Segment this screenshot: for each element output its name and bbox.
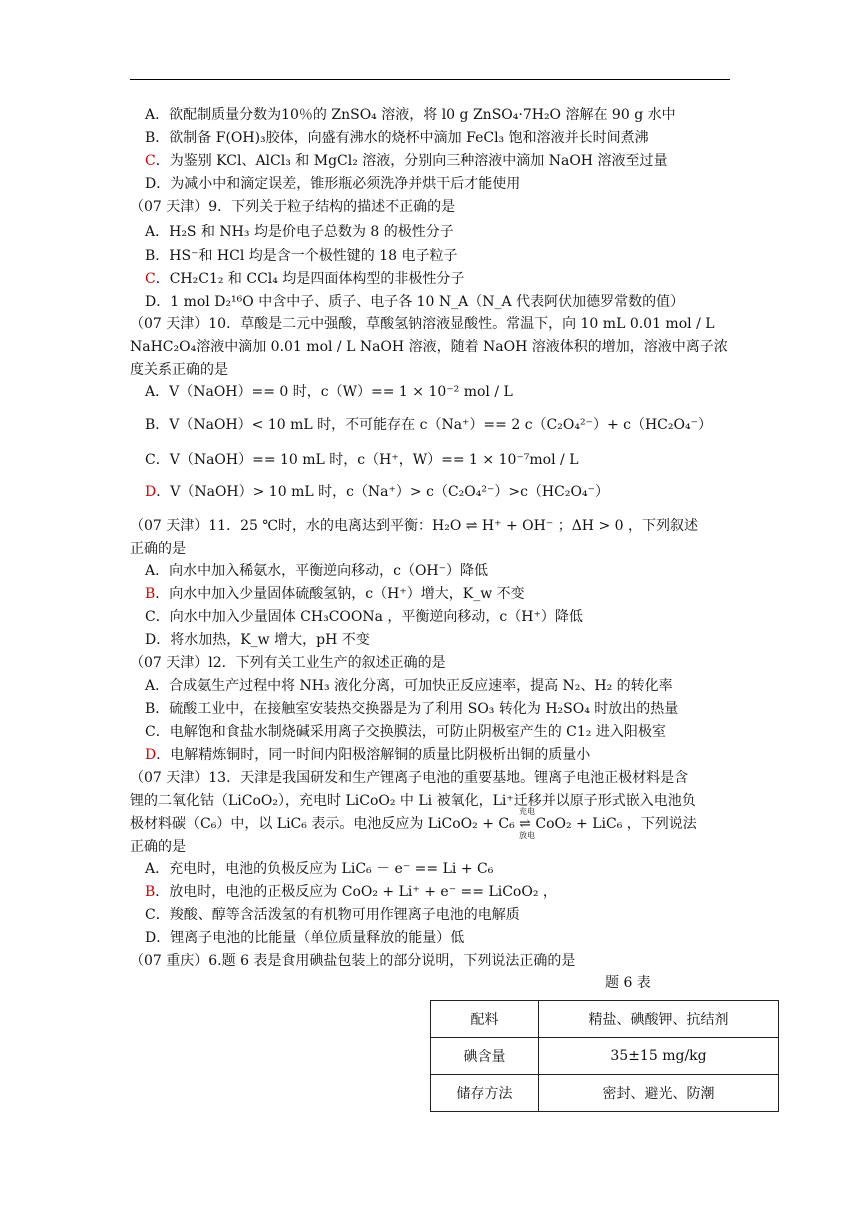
answer-letter: B — [145, 884, 156, 900]
question-13-line2: 锂的二氧化钴（LiCoO₂），充电时 LiCoO₂ 中 Li 被氧化，Li⁺迁移并以原子形式嵌入电池负 — [130, 793, 696, 809]
option-12D: D．电解精炼铜时，同一时间内阳极溶解铜的质量比阴极析出铜的质量小 — [145, 747, 591, 763]
option-12B: B．硫酸工业中，在接触室安装热交换器是为了利用 SO₃ 转化为 H₂SO₄ 时放出的热量 — [145, 701, 679, 717]
table-cell: 储存方法 — [431, 1075, 539, 1112]
table-row — [431, 1075, 779, 1112]
answer-letter: D — [145, 484, 157, 500]
question-13-line1: （07 天津）13．天津是我国研发和生产锂离子电池的重要基地。锂离子电池正极材料是含 — [130, 770, 689, 786]
option-10C: C．V（NaOH）== 10 mL 时，c（H⁺，W）== 1 × 10⁻⁷mol / L — [145, 452, 579, 468]
arrow-label-discharge: 放电 — [519, 831, 535, 840]
table-row — [431, 1001, 779, 1038]
table-cell: 精盐、碘酸钾、抗结剂 — [539, 1001, 779, 1038]
option-9C: C．CH₂C1₂ 和 CCl₄ 均是四面体构型的非极性分子 — [145, 271, 465, 287]
question-11-line1: （07 天津）11．25 ℃时，水的电离达到平衡：H₂O ⇌ H⁺ + OH⁻ ；ΔH > 0 ，下列叙述 — [130, 518, 698, 534]
option-10B: B．V（NaOH）< 10 mL 时，不可能存在 c（Na⁺）== 2 c（C₂O₄²⁻）+ c（HC₂O₄⁻） — [145, 417, 712, 433]
question-6: （07 重庆）6.题 6 表是食用碘盐包装上的部分说明，下列说法正确的是 — [130, 953, 576, 969]
option-13C: C．羧酸、醇等含活泼氢的有机物可用作锂离子电池的电解质 — [145, 907, 520, 923]
table-row — [431, 1038, 779, 1075]
arrow-label-charge: 充电 — [519, 807, 535, 816]
option-8A: A．欲配制质量分数为10％的 ZnSO₄ 溶液，将 l0 g ZnSO₄·7H₂O 溶解在 90 g 水中 — [145, 107, 676, 123]
question-12: （07 天津）l2．下列有关工业生产的叙述正确的是 — [130, 655, 446, 671]
option-9A: A．H₂S 和 NH₃ 均是价电子总数为 8 的极性分子 — [145, 224, 454, 240]
option-11A: A．向水中加入稀氨水，平衡逆向移动，c（OH⁻）降低 — [145, 563, 489, 579]
answer-letter: B — [145, 586, 156, 602]
answer-letter: D — [145, 747, 157, 763]
option-13B: B．放电时，电池的正极反应为 CoO₂ + Li⁺ + e⁻ == LiCoO₂ ， — [145, 884, 557, 900]
question-13-line4: 正确的是 — [130, 839, 186, 855]
option-11D: D．将水加热，K_w 增大，pH 不变 — [145, 632, 370, 648]
table-cell: 碘含量 — [431, 1038, 539, 1075]
answer-letter: C — [145, 271, 156, 287]
question-13-line3: 极材料碳（C₆）中，以 LiC₆ 表示。电池反应为 LiCoO₂ + C₆ ⇌ CoO₂ + LiC₆ ，下列说法 — [130, 816, 697, 832]
question-10-line2: NaHC₂O₄溶液中滴加 0.01 mol / L NaOH 溶液，随着 NaOH 溶液体积的增加，溶液中离子浓 — [130, 339, 728, 355]
option-13D: D．锂离子电池的比能量（单位质量释放的能量）低 — [145, 930, 465, 946]
option-12C: C．电解饱和食盐水制烧碱采用离子交换膜法，可防止阴极室产生的 C1₂ 进入阳极室 — [145, 724, 666, 740]
answer-letter: C — [145, 153, 156, 169]
header-rule — [130, 79, 730, 80]
option-9B: B．HS⁻和 HCl 均是含一个极性键的 18 电子粒子 — [145, 248, 458, 264]
option-10D: D．V（NaOH）> 10 mL 时，c（Na⁺）> c（C₂O₄²⁻）>c（HC₂O₄⁻） — [145, 484, 609, 500]
question-11-line2: 正确的是 — [130, 541, 186, 557]
iodized-salt-table — [430, 1000, 779, 1112]
option-10A: A．V（NaOH）== 0 时，c（W）== 1 × 10⁻² mol / L — [145, 384, 513, 400]
option-12A: A．合成氨生产过程中将 NH₃ 液化分离，可加快正反应速率，提高 N₂、H₂ 的转化率 — [145, 678, 673, 694]
option-11C: C．向水中加入少量固体 CH₃COONa ，平衡逆向移动，c（H⁺）降低 — [145, 609, 583, 625]
question-10-line1: （07 天津）10．草酸是二元中强酸，草酸氢钠溶液显酸性。常温下，向 10 mL 0.01 mol / L — [130, 316, 715, 332]
option-8B: B．欲制备 F(OH)₃胶体，向盛有沸水的烧杯中滴加 FeCl₃ 饱和溶液并长时间煮沸 — [145, 130, 649, 146]
option-8C: C．为鉴别 KCl、AlCl₃ 和 MgCl₂ 溶液，分别向三种溶液中滴加 NaOH 溶液至过量 — [145, 153, 668, 169]
table-caption: 题 6 表 — [605, 975, 651, 991]
option-8D: D．为减小中和滴定误差，锥形瓶必须洗净并烘干后才能使用 — [145, 176, 521, 192]
question-10-line3: 度关系正确的是 — [130, 362, 228, 378]
option-11B: B．向水中加入少量固体硫酸氢钠，c（H⁺）增大，K_w 不变 — [145, 586, 525, 602]
option-9D: D．1 mol D₂¹⁶O 中含中子、质子、电子各 10 N_A（N_A 代表阿伏加德罗常数的值） — [145, 294, 685, 310]
table-cell: 配料 — [431, 1001, 539, 1038]
table-cell: 密封、避光、防潮 — [539, 1075, 779, 1112]
option-13A: A．充电时，电池的负极反应为 LiC₆ － e⁻ == Li + C₆ — [145, 861, 494, 877]
question-9: （07 天津）9．下列关于粒子结构的描述不正确的是 — [130, 199, 456, 215]
table-cell: 35±15 mg/kg — [539, 1038, 779, 1075]
